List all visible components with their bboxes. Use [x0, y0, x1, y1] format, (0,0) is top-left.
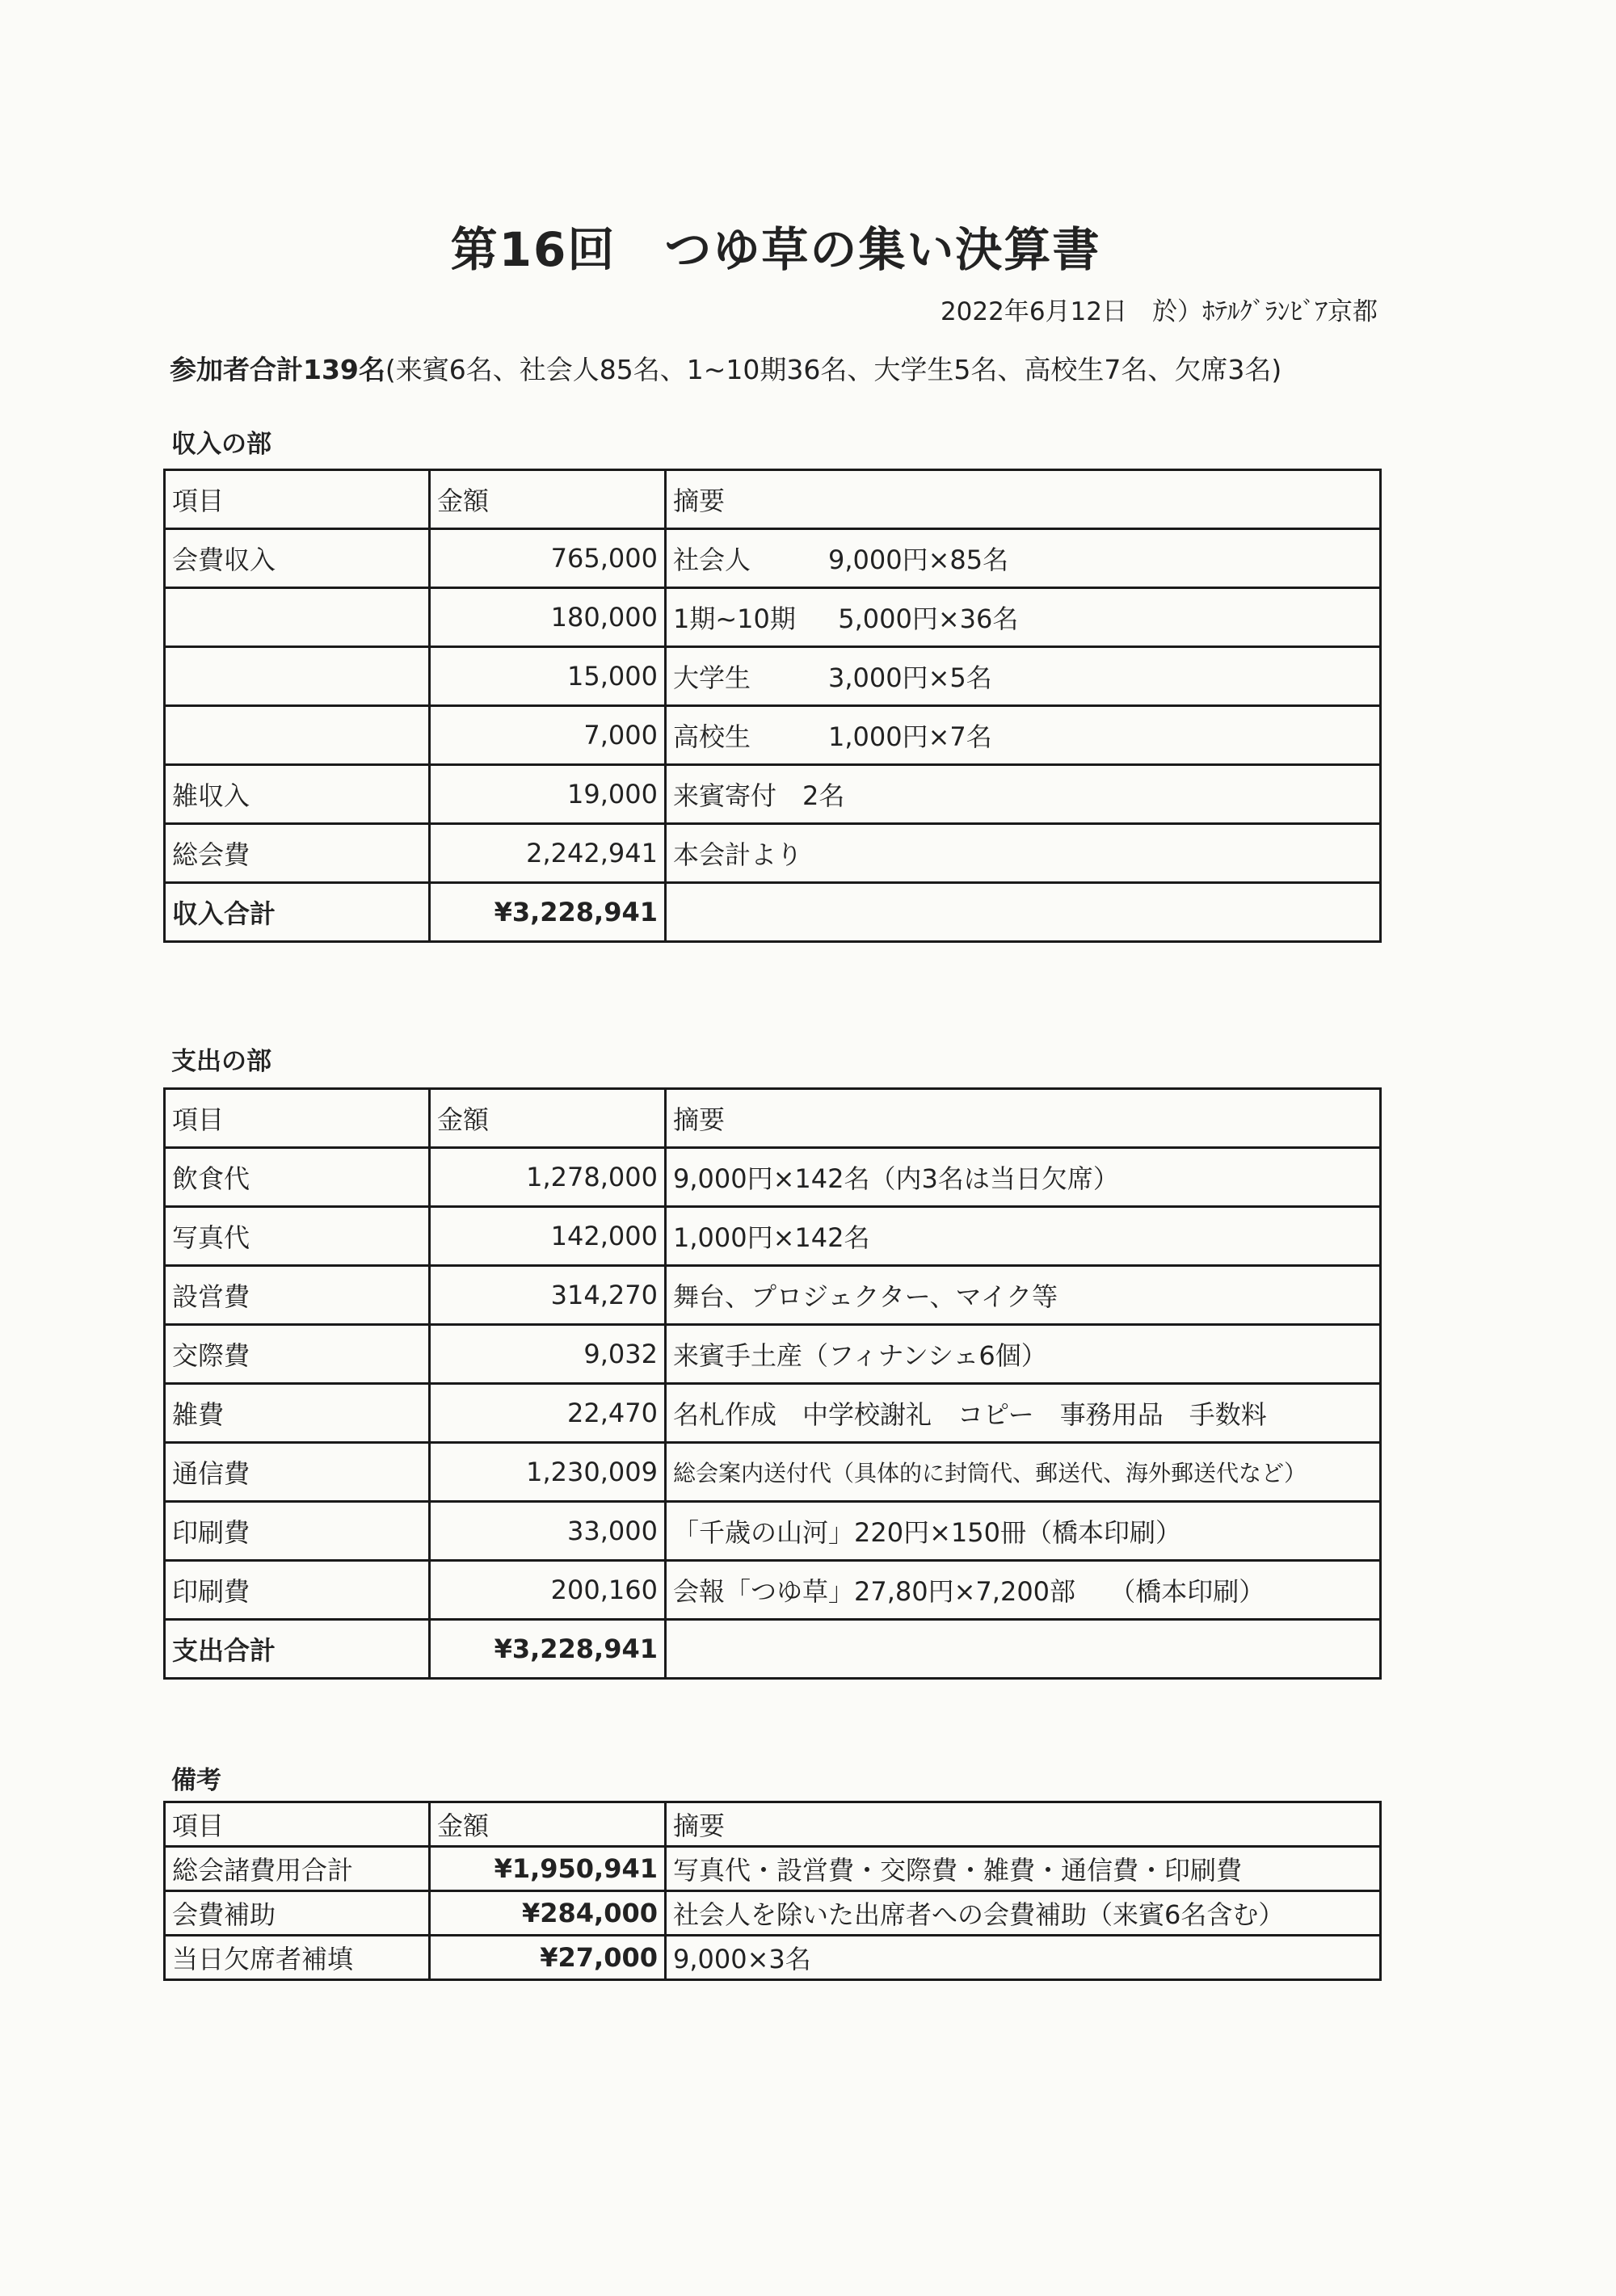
header-memo: 摘要: [666, 1089, 1381, 1148]
row-memo: 9,000×3名: [666, 1936, 1381, 1980]
row-amount: 1,230,009: [430, 1443, 666, 1502]
header-memo: 摘要: [666, 470, 1381, 529]
participants-detail: (来賓6名、社会人85名、1~10期36名、大学生5名、高校生7名、欠席3名): [385, 354, 1282, 385]
row-item: 会費補助: [165, 1891, 430, 1936]
row-memo: 大学生 3,000円×5名: [666, 647, 1381, 706]
table-row: [165, 1384, 1381, 1443]
row-memo: 9,000円×142名（内3名は当日欠席）: [666, 1148, 1381, 1207]
row-memo: 1期~10期 5,000円×36名: [666, 588, 1381, 647]
row-amount: 1,278,000: [430, 1148, 666, 1207]
row-amount: 180,000: [430, 588, 666, 647]
row-amount: 314,270: [430, 1266, 666, 1325]
total-label: 収入合計: [165, 883, 430, 942]
table-row: [165, 1266, 1381, 1325]
row-memo: 高校生 1,000円×7名: [666, 706, 1381, 765]
row-item: 雑収入: [165, 765, 430, 824]
row-item: [165, 588, 430, 647]
total-amount: ¥3,228,941: [430, 1620, 666, 1679]
header-amount: 金額: [430, 470, 666, 529]
row-memo: 来賓手土産（フィナンシェ6個）: [666, 1325, 1381, 1384]
header-item: 項目: [165, 1802, 430, 1847]
row-amount: ¥1,950,941: [430, 1847, 666, 1891]
header-amount: 金額: [430, 1089, 666, 1148]
expense-header-row: [165, 1089, 1381, 1148]
row-amount: 142,000: [430, 1207, 666, 1266]
table-row: [165, 1207, 1381, 1266]
income-total-row: [165, 883, 1381, 942]
total-memo: [666, 1620, 1381, 1679]
total-amount: ¥3,228,941: [430, 883, 666, 942]
row-memo: 社会人を除いた出席者への会費補助（来賓6名含む）: [666, 1891, 1381, 1936]
table-row: [165, 588, 1381, 647]
row-amount: 33,000: [430, 1502, 666, 1561]
row-item: 交際費: [165, 1325, 430, 1384]
table-row: [165, 1443, 1381, 1502]
row-amount: 200,160: [430, 1561, 666, 1620]
row-item: 印刷費: [165, 1561, 430, 1620]
total-memo: [666, 883, 1381, 942]
row-memo: 「千歳の山河」220円×150冊（橋本印刷）: [666, 1502, 1381, 1561]
row-item: 総会諸費用合計: [165, 1847, 430, 1891]
table-row: [165, 1891, 1381, 1936]
row-item: 会費収入: [165, 529, 430, 588]
table-row: [165, 1936, 1381, 1980]
row-amount: 2,242,941: [430, 824, 666, 883]
row-amount: 7,000: [430, 706, 666, 765]
row-item: 当日欠席者補填: [165, 1936, 430, 1980]
row-memo: 会報「つゆ草」27,80円×7,200部 （橋本印刷）: [666, 1561, 1381, 1620]
total-label: 支出合計: [165, 1620, 430, 1679]
table-row: [165, 1148, 1381, 1207]
header-amount: 金額: [430, 1802, 666, 1847]
row-memo: 名札作成 中学校謝礼 コピー 事務用品 手数料: [666, 1384, 1381, 1443]
row-item: 通信費: [165, 1443, 430, 1502]
expense-total-row: [165, 1620, 1381, 1679]
row-amount: ¥284,000: [430, 1891, 666, 1936]
income-section-title: 収入の部: [171, 430, 271, 459]
table-row: [165, 1325, 1381, 1384]
row-amount: 765,000: [430, 529, 666, 588]
header-item: 項目: [165, 1089, 430, 1148]
table-row: [165, 1502, 1381, 1561]
row-item: [165, 706, 430, 765]
row-memo: 写真代・設営費・交際費・雑費・通信費・印刷費: [666, 1847, 1381, 1891]
row-memo: 舞台、プロジェクター、マイク等: [666, 1266, 1381, 1325]
row-memo: 1,000円×142名: [666, 1207, 1381, 1266]
row-item: 印刷費: [165, 1502, 430, 1561]
row-memo: 本会計より: [666, 824, 1381, 883]
row-item: 写真代: [165, 1207, 430, 1266]
expense-table: [163, 1087, 1382, 1680]
row-item: 総会費: [165, 824, 430, 883]
table-row: [165, 1561, 1381, 1620]
row-amount: 15,000: [430, 647, 666, 706]
row-memo: 来賓寄付 2名: [666, 765, 1381, 824]
row-item: 飲食代: [165, 1148, 430, 1207]
expense-section-title: 支出の部: [171, 1047, 271, 1076]
header-item: 項目: [165, 470, 430, 529]
row-amount: ¥27,000: [430, 1936, 666, 1980]
row-item: [165, 647, 430, 706]
table-row: [165, 1847, 1381, 1891]
row-amount: 19,000: [430, 765, 666, 824]
table-row: [165, 824, 1381, 883]
table-row: [165, 706, 1381, 765]
notes-table: [163, 1801, 1382, 1981]
date-venue: 2022年6月12日 於）ﾎﾃﾙｸﾞﾗﾝﾋﾞｱ京都: [940, 297, 1378, 326]
income-table: [163, 469, 1382, 943]
table-row: [165, 529, 1381, 588]
income-header-row: [165, 470, 1381, 529]
row-amount: 9,032: [430, 1325, 666, 1384]
participants-total: 参加者合計139名: [170, 354, 385, 385]
notes-section-title: 備考: [171, 1766, 221, 1795]
header-memo: 摘要: [666, 1802, 1381, 1847]
notes-header-row: [165, 1802, 1381, 1847]
table-row: [165, 765, 1381, 824]
row-memo: 社会人 9,000円×85名: [666, 529, 1381, 588]
row-item: 設営費: [165, 1266, 430, 1325]
row-memo: 総会案内送付代（具体的に封筒代、郵送代、海外郵送代など）: [666, 1443, 1381, 1502]
participants-summary: [170, 349, 1382, 387]
document-title: 第16回 つゆ草の集い決算書: [450, 222, 1101, 277]
row-item: 雑費: [165, 1384, 430, 1443]
row-amount: 22,470: [430, 1384, 666, 1443]
table-row: [165, 647, 1381, 706]
